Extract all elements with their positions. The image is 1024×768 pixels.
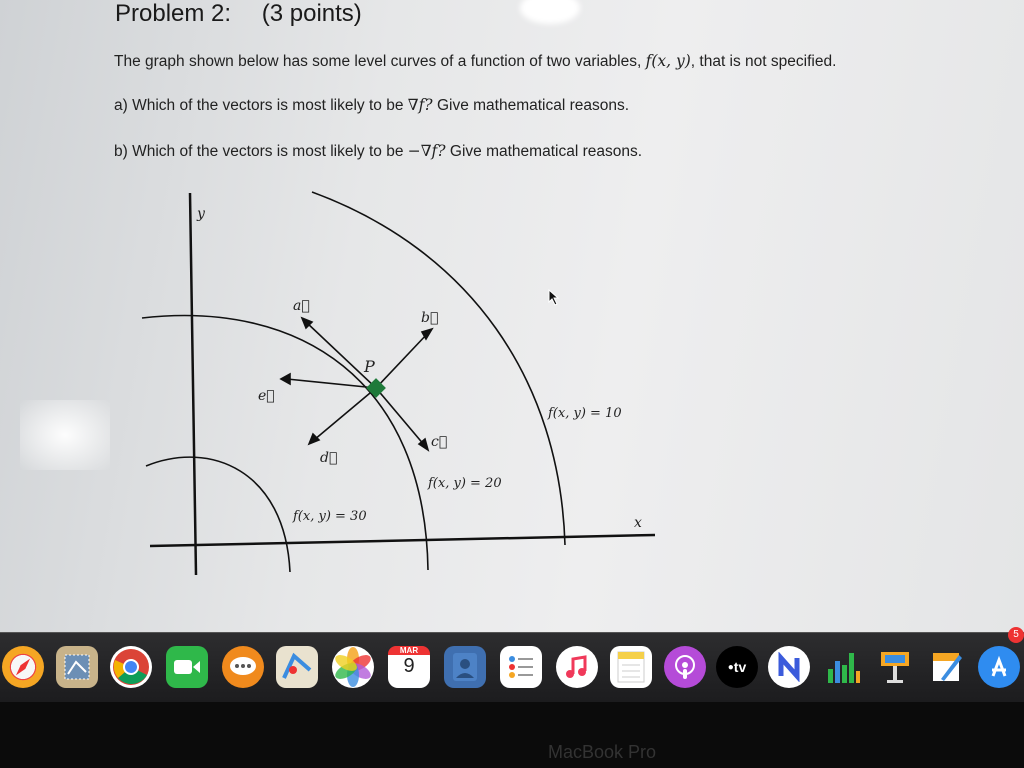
podcasts-icon[interactable] xyxy=(664,646,706,688)
apple-logo-icon: ● xyxy=(727,661,734,673)
calendar-month: MAR xyxy=(388,646,430,655)
part-b-text: b) Which of the vectors is most likely to be xyxy=(114,143,404,160)
vector-e-label: e⃗ xyxy=(258,388,275,404)
vector-d-arrowhead xyxy=(309,434,319,444)
part-a-reasons: Give mathematical reasons. xyxy=(436,97,630,114)
laptop-bezel xyxy=(0,702,1024,768)
level-curve-30 xyxy=(146,457,290,572)
contacts-icon[interactable] xyxy=(444,646,486,688)
level-10-label: f(x, y) = 10 xyxy=(548,406,622,421)
level-curve-20 xyxy=(142,316,428,570)
chrome-icon[interactable] xyxy=(110,646,152,688)
vector-d xyxy=(314,388,376,440)
vector-c xyxy=(376,388,425,446)
vector-c-label: c⃗ xyxy=(431,434,448,450)
maps-icon[interactable] xyxy=(276,646,318,688)
level-20-label: f(x, y) = 20 xyxy=(428,476,502,491)
part-a-math: ∇f? xyxy=(407,96,433,114)
part-b-reasons: Give mathematical reasons. xyxy=(449,143,643,160)
vector-b-label: b⃗ xyxy=(421,310,439,326)
calendar-day: 9 xyxy=(403,655,415,677)
app-store-badge: 5 xyxy=(1008,627,1024,643)
safari-icon[interactable] xyxy=(2,646,44,688)
reminders-icon[interactable] xyxy=(500,646,542,688)
problem-number: Problem 2: xyxy=(115,0,232,27)
vector-a xyxy=(306,322,376,388)
vector-a-label: a⃗ xyxy=(293,298,310,314)
photos-icon[interactable] xyxy=(332,646,374,688)
level-30-label: f(x, y) = 30 xyxy=(293,509,367,524)
intro-text: The graph shown below has some level curves of a function of two variables, xyxy=(114,53,642,70)
numbers-icon[interactable] xyxy=(822,646,864,688)
apple-tv-label: tv xyxy=(733,659,747,675)
music-icon[interactable] xyxy=(556,646,598,688)
calendar-icon[interactable] xyxy=(388,646,430,688)
intro-function: f(x, y) xyxy=(645,52,691,70)
x-axis-label: x xyxy=(634,515,642,531)
problem-points: (3 points) xyxy=(261,0,362,27)
keynote-icon[interactable] xyxy=(874,646,916,688)
mouse-cursor-icon xyxy=(547,288,561,308)
notes-icon[interactable] xyxy=(610,646,652,688)
level-curve-10 xyxy=(312,192,565,545)
part-a-text: a) Which of the vectors is most likely to be xyxy=(114,97,404,114)
vector-e-arrowhead xyxy=(281,374,290,384)
macbook-label: MacBook Pro xyxy=(548,742,657,762)
y-axis xyxy=(190,193,196,575)
x-axis xyxy=(150,535,655,546)
point-p-label: P xyxy=(364,357,375,376)
apple-tv-icon[interactable] xyxy=(716,646,758,688)
part-b-math: −∇f? xyxy=(407,142,446,160)
facetime-icon[interactable] xyxy=(166,646,208,688)
intro-text-end: , that is not specified. xyxy=(690,53,837,70)
y-axis-label: y xyxy=(197,206,205,222)
app-store-icon[interactable] xyxy=(978,646,1020,688)
vector-b xyxy=(376,333,428,388)
mail-stamp-icon[interactable] xyxy=(56,646,98,688)
pages-icon[interactable] xyxy=(926,646,968,688)
messages-icon[interactable] xyxy=(222,646,264,688)
vector-d-label: d⃗ xyxy=(320,450,338,466)
news-icon[interactable] xyxy=(768,646,810,688)
